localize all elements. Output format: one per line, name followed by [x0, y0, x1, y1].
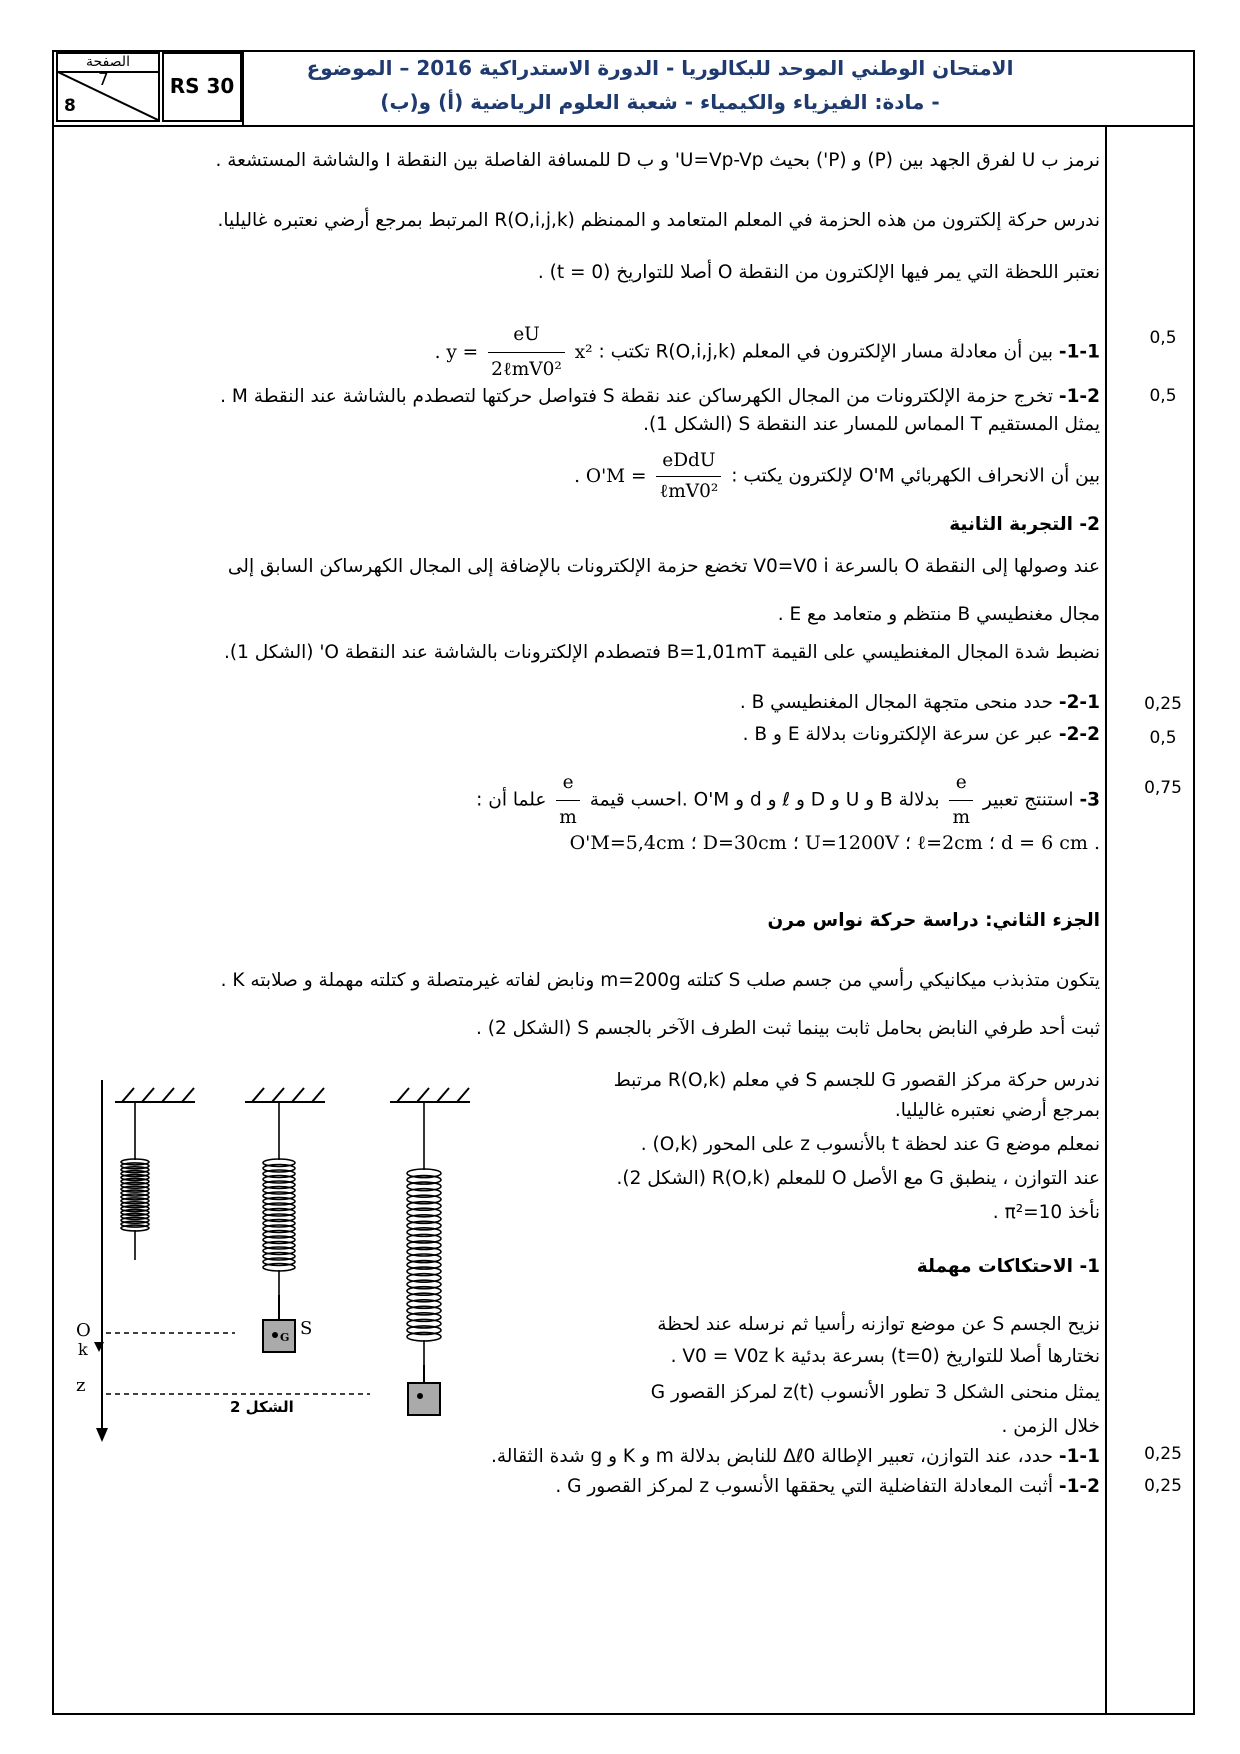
exp2-p3: نضبط شدة المجال المغنطيسي على القيمة B=1,01mT فتصطدم الإلكترونات بالشاشة عند النقطة O' (الشكل 1). [223, 642, 1100, 663]
q11-eq-lhs: . y = [434, 341, 479, 363]
q22-text: عبر عن سرعة الإلكترونات بدلالة E و B . [742, 724, 1053, 745]
q11-equation [434, 324, 593, 380]
question-1-2-line2: يمثل المستقيم T المماس للمسار عند النقطة S (الشكل 1). [643, 414, 1100, 435]
question-1-2-spring [555, 1474, 1100, 1500]
part2-side5: نأخذ π²=10 . [992, 1202, 1100, 1223]
part2-s2: نختارها أصلا للتواريخ (t=0) بسرعة بدئية V0 = V0z k . [670, 1346, 1100, 1367]
part2-heading: الجزء الثاني: دراسة حركة نواس مرن [767, 910, 1100, 931]
header-separator [242, 52, 244, 125]
q11-number: 1-1- [1058, 341, 1100, 363]
question-1-2-line3 [574, 446, 1100, 507]
q12-denominator: ℓmV0² [659, 481, 719, 502]
q12-number: 1-2- [1058, 386, 1100, 407]
q11-eq-tail: x² [574, 341, 593, 363]
fig-label-k: k [78, 1340, 88, 1359]
q11-fraction [488, 318, 565, 387]
q12-numerator: eDdU [656, 446, 721, 477]
score-q21: 0,25 [1144, 694, 1182, 714]
page-number: 7 [98, 70, 109, 90]
question-2-1 [740, 690, 1100, 716]
frictionless-heading: 1- الاحتكاكات مهملة [916, 1256, 1100, 1277]
exp2-p1: عند وصولها إلى النقطة O بالسرعة V0=V0 i تخضع حزمة الإلكترونات بالإضافة إلى المجال الكهرساكن السابق إلى [227, 556, 1100, 577]
q3-text-a: استنتج تعبير [982, 789, 1074, 811]
exp2-p2: مجال مغنطيسي B منتظم و متعامد مع E . [777, 604, 1100, 625]
q21-text: حدد منحى متجهة المجال المغنطيسي B . [739, 692, 1053, 713]
score-q112: 0,25 [1144, 1476, 1182, 1496]
q3-frac1-num: e [949, 766, 973, 801]
score-q3: 0,75 [1144, 778, 1182, 798]
q3-text-c: علما أن : [476, 789, 547, 811]
q11-denominator: 2ℓmV0² [491, 359, 562, 380]
header-divider [52, 125, 1195, 127]
exam-title-line1: الامتحان الوطني الموحد للبكالوريا - الدورة الاستدراكية 2016 – الموضوع [306, 56, 1014, 80]
score-column-line [1105, 125, 1107, 1715]
part2-s4: خلال الزمن . [1001, 1416, 1100, 1437]
q12-line3: بين أن الانحراف الكهربائي O'M لإلكترون يكتب : [731, 465, 1100, 487]
q11-numerator: eU [488, 318, 565, 353]
question-1-1-spring [491, 1444, 1100, 1470]
score-q22: 0,5 [1149, 728, 1177, 748]
q3-frac2-den: m [559, 807, 577, 828]
experiment-2-heading: 2- التجربة الثانية [949, 514, 1100, 535]
q3-number: 3- [1079, 789, 1100, 811]
q111-text: حدد، عند التوازن، تعبير الإطالة Δℓ0 للنابض بدلالة m و K و g شدة الثقالة. [491, 1446, 1053, 1467]
question-3 [476, 766, 1100, 835]
q12-fraction [656, 446, 721, 507]
q12-line1: تخرج حزمة الإلكترونات من المجال الكهرساكن عند نقطة S فتواصل حركتها لتصطدم بالشاشة عند النقطة M . [220, 386, 1053, 407]
q3-text-b: بدلالة B و U و D و ℓ و d و O'M .احسب قيمة [589, 789, 940, 811]
score-q12: 0,5 [1149, 386, 1177, 406]
q22-number: 2-2- [1058, 724, 1100, 745]
intro-p3: نعتبر اللحظة التي يمر فيها الإلكترون من النقطة O أصلا للتواريخ (t = 0) . [537, 262, 1100, 283]
part2-side3: نمعلم موضع G عند لحظة t بالأنسوب z على المحور (O,k) . [640, 1134, 1100, 1155]
fig-label-z: z [76, 1375, 86, 1396]
q3-fraction-1 [949, 766, 973, 835]
part2-side1: ندرس حركة مركز القصور G للجسم S في معلم R(O,k) مرتبط [613, 1070, 1100, 1091]
question-2-2 [743, 722, 1100, 748]
page-number-box [56, 52, 160, 122]
code-box [162, 52, 242, 122]
q11-text: بين أن معادلة مسار الإلكترون في المعلم R(O,i,j,k) تكتب : [598, 341, 1053, 363]
question-1-1 [435, 318, 1100, 387]
part2-side4: عند التوازن ، ينطبق G مع الأصل O للمعلم R(O,k) (الشكل 2). [616, 1168, 1100, 1189]
fig-label-G: G [280, 1331, 290, 1344]
part2-s3: يمثل منحنى الشكل 3 تطور الأنسوب z(t) لمركز القصور G [650, 1382, 1100, 1403]
exam-code: RS 30 [169, 74, 235, 98]
q112-number: 1-2- [1058, 1476, 1100, 1497]
q3-frac1-den: m [952, 807, 970, 828]
figure-2-springs [70, 1080, 490, 1450]
spring-2-coil [263, 1264, 295, 1272]
part2-side2: بمرجع أرضي نعتبره غاليليا. [894, 1100, 1100, 1121]
fig-label-S: S [300, 1318, 313, 1339]
score-q11: 0,5 [1149, 328, 1177, 348]
q112-text: أثبت المعادلة التفاضلية التي يحققها الأنسوب z لمركز القصور G . [555, 1476, 1053, 1497]
part2-p2: ثبت أحد طرفي النابض بحامل ثابت بينما ثبت الطرف الآخر بالجسم S (الشكل 2) . [475, 1018, 1100, 1039]
q21-number: 2-1- [1058, 692, 1100, 713]
page-label: الصفحة [86, 54, 130, 70]
page-total: 8 [64, 96, 76, 116]
q3-fraction-2 [556, 766, 580, 835]
q3-values: . d = 6 cm ؛ ℓ=2cm ؛ U=1200V ؛ D=30cm ؛ O'M=5,4cm [569, 832, 1100, 854]
q3-frac2-num: e [556, 766, 580, 801]
q12-eq-lhs: . O'M = [574, 465, 647, 487]
q12-equation [574, 450, 725, 502]
figure-2-caption: الشكل 2 [230, 1398, 294, 1416]
intro-p2: ندرس حركة إلكترون من هذه الحزمة في المعلم المتعامد و الممنظم R(O,i,j,k) المرتبط بمرجع أرضي نعتبره غاليليا. [217, 210, 1100, 231]
q111-number: 1-1- [1058, 1446, 1100, 1467]
fig-label-O: O [76, 1320, 91, 1341]
exam-title-line2: - مادة: الفيزياء والكيمياء - شعبة العلوم الرياضية (أ) و(ب) [380, 90, 940, 114]
part2-s1: نزيح الجسم S عن موضع توازنه رأسيا ثم نرسله عند لحظة [657, 1314, 1100, 1335]
score-q111: 0,25 [1144, 1444, 1182, 1464]
question-1-2-line1 [220, 384, 1100, 410]
part2-p1: يتكون متذبذب ميكانيكي رأسي من جسم صلب S كتلته m=200g ونابض لفاته غيرمتصلة و كتلته مهملة و صلابته K . [220, 970, 1100, 991]
intro-p1: نرمز ب U لفرق الجهد بين (P) و (P') بحيث U=Vp-Vp' و ب D للمسافة الفاصلة بين النقطة I والشاشة المستشعة . [215, 150, 1100, 171]
